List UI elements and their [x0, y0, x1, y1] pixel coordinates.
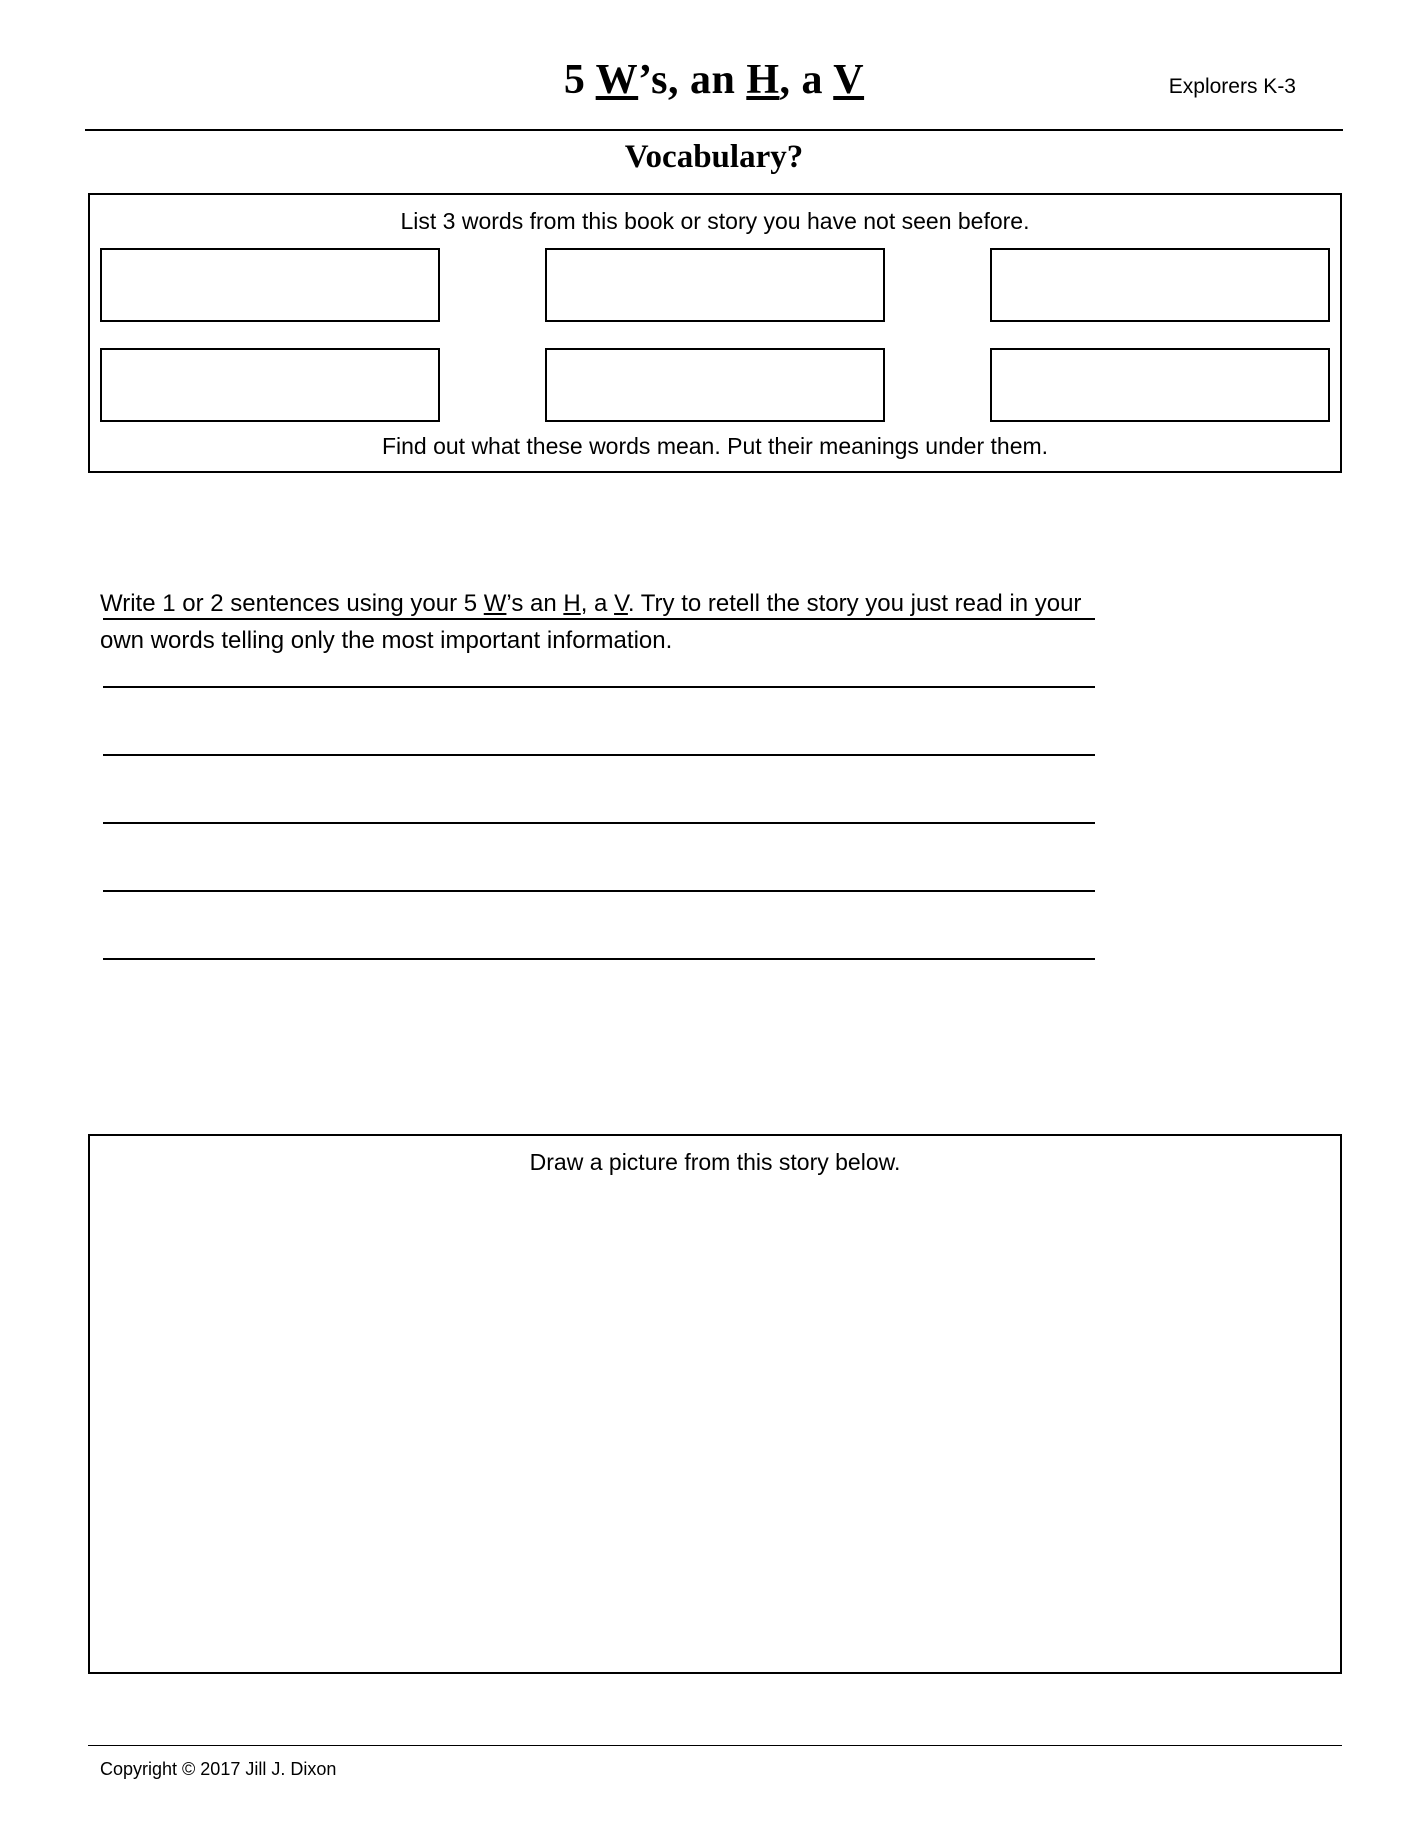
title-letter-v: V — [833, 57, 865, 103]
vocabulary-cell[interactable] — [545, 248, 885, 322]
instruction-part-2: ’s an — [506, 590, 564, 617]
section-heading: Vocabulary? — [624, 139, 804, 175]
vocabulary-prompt-top: List 3 words from this book or story you have not seen before. — [400, 208, 1030, 234]
vocabulary-row — [100, 248, 1330, 322]
writing-line[interactable] — [103, 890, 1095, 892]
copyright-notice: Copyright © 2017 Jill J. Dixon — [100, 1759, 337, 1779]
writing-line[interactable] — [103, 822, 1095, 824]
vocabulary-cell[interactable] — [100, 348, 440, 422]
vocabulary-prompt-bottom: Find out what these words mean. Put their meanings under them. — [381, 433, 1049, 459]
vocabulary-cell[interactable] — [100, 248, 440, 322]
drawing-prompt: Draw a picture from this story below. — [529, 1149, 901, 1175]
page-header — [0, 54, 1428, 126]
writing-line[interactable] — [103, 618, 1095, 620]
writing-lines-area — [103, 618, 1095, 1026]
title-letter-w: W — [595, 57, 639, 103]
instruction-letter-v: V — [614, 590, 628, 617]
vocabulary-grid — [100, 248, 1330, 448]
instruction-letter-h: H — [563, 590, 581, 617]
instruction-letter-w: W — [483, 590, 507, 617]
vocabulary-cell[interactable] — [990, 348, 1330, 422]
title-letter-h: H — [746, 57, 780, 103]
grade-label: Explorers K-3 — [1168, 75, 1296, 98]
instruction-part-4: . Try to retell the story you just read in your own words telling only the most important information. — [100, 590, 1082, 654]
title-mid-2: , a — [779, 57, 834, 103]
header-divider — [85, 129, 1343, 131]
title-prefix: 5 — [563, 57, 596, 103]
instruction-part-1: Write 1 or 2 sentences using your 5 — [100, 590, 484, 617]
vocabulary-cell[interactable] — [990, 248, 1330, 322]
instruction-part-3: , a — [580, 590, 615, 617]
writing-line[interactable] — [103, 754, 1095, 756]
footer-divider — [88, 1745, 1342, 1746]
title-mid-1: ’s, an — [638, 57, 747, 103]
vocabulary-row — [100, 348, 1330, 422]
writing-line[interactable] — [103, 686, 1095, 688]
vocabulary-cell[interactable] — [545, 348, 885, 422]
vocabulary-box — [88, 193, 1342, 473]
drawing-box[interactable] — [88, 1134, 1342, 1674]
writing-line[interactable] — [103, 958, 1095, 960]
